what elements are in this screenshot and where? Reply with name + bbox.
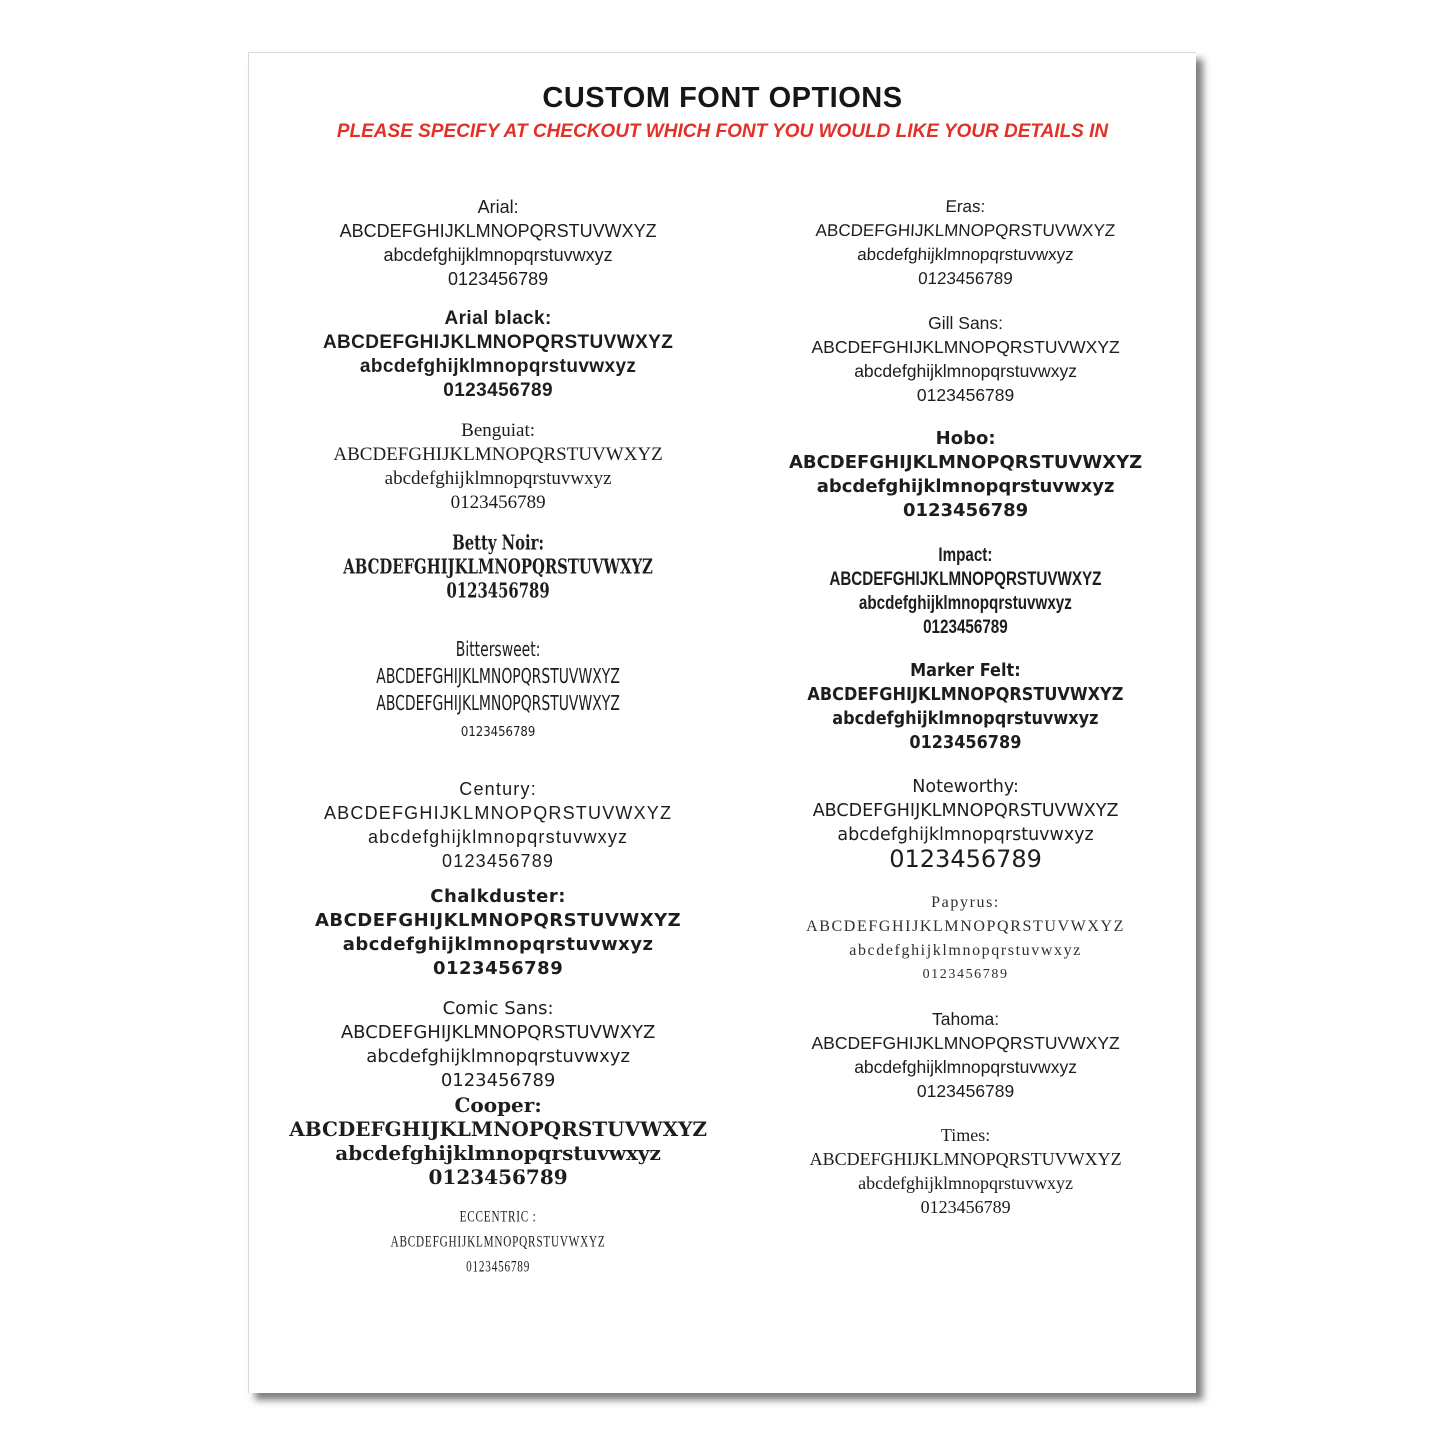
font-sample-arial-black [255,307,741,403]
font-sample-eccentric [255,1205,741,1280]
font-name-label: Arial black: [444,307,552,329]
font-sample-row: abcdefghijklmnopqrstuvwxyz [384,467,612,489]
font-sample-row: 0123456789 [432,957,564,979]
font-sample-row: abcdefghijklmnopqrstuvwxyz [849,941,1082,959]
page-title: CUSTOM FONT OPTIONS [542,82,903,114]
font-name-label: Cooper: [454,1092,542,1117]
font-sample-row: abcdefghijklmnopqrstuvwxyz [854,360,1077,381]
font-sample-noteworthy [741,775,1190,871]
font-sample-row: 0123456789 [442,850,555,871]
font-sample-times [741,1123,1190,1219]
font-name-label: Chalkduster: [430,885,566,907]
font-sample-papyrus [741,891,1190,987]
font-sample-row: abcdefghijklmnopqrstuvwxyz [342,933,654,955]
font-sample-benguiat [255,419,741,515]
font-sample-eras [741,195,1190,291]
font-sample-row: ABCDEFGHIJKLMNOPQRSTUVWXYZ [339,220,657,241]
font-name-label: ECCENTRIC : [459,1209,537,1226]
font-columns [249,195,1196,1296]
font-sample-row: ABCDEFGHIJKLMNOPQRSTUVWXYZ [811,1032,1120,1053]
font-sample-cooper [255,1093,741,1189]
font-name-label: Benguiat: [461,419,536,441]
font-sample-row: 0123456789 [448,268,549,289]
font-sample-row: abcdefghijklmnopqrstuvwxyz [837,824,1094,845]
font-sample-row: 0123456789 [440,1069,556,1091]
document-sheet [248,52,1196,1393]
font-sample-row: ABCDEFGHIJKLMNOPQRSTUVWXYZ [343,555,653,579]
font-name-label: Marker Felt: [910,660,1021,681]
font-name-label: Tahoma: [932,1008,1000,1029]
font-sample-row: ABCDEFGHIJKLMNOPQRSTUVWXYZ [806,917,1126,935]
font-sample-century [255,777,741,873]
font-sample-row: abcdefghijklmnopqrstuvwxyz [854,1056,1077,1077]
font-sample-row: abcdefghijklmnopqrstuvwxyz [359,355,637,377]
font-sample-row: 0123456789 [889,844,1042,873]
font-sample-betty-noir [255,531,741,603]
font-name-label: Times: [940,1124,991,1145]
font-name-label: Arial: [477,196,519,217]
font-sample-comic-sans [255,997,741,1093]
font-sample-row: 0123456789 [450,491,546,513]
font-sample-marker-felt [741,659,1190,755]
font-sample-row: 0123456789 [909,732,1022,753]
font-sample-row: abcdefghijklmnopqrstuvwxyz [856,244,1075,264]
font-sample-row: ABCDEFGHIJKLMNOPQRSTUVWXYZ [322,331,674,353]
font-sample-tahoma [741,1007,1190,1103]
font-sample-row: 0123456789 [922,966,1009,982]
font-sample-row: 0123456789 [916,384,1015,405]
font-name-label: Eras: [945,196,986,216]
font-sample-row: 0123456789 [460,724,536,741]
font-name-label: Noteworthy: [912,776,1019,797]
font-sample-row: ABCDEFGHIJKLMNOPQRSTUVWXYZ [807,684,1124,705]
font-sample-row: ABCDEFGHIJKLMNOPQRSTUVWXYZ [390,1234,606,1251]
checkout-instruction: PLEASE SPECIFY AT CHECKOUT WHICH FONT YOU WOULD LIKE YOUR DETAILS IN [336,120,1109,142]
font-sample-row: abcdefghijklmnopqrstuvwxyz [367,826,629,847]
font-sample-row: 0123456789 [902,499,1029,521]
font-sample-row: ABCDEFGHIJKLMNOPQRSTUVWXYZ [289,1116,707,1141]
font-sample-row: ABCDEFGHIJKLMNOPQRSTUVWXYZ [376,664,620,689]
font-sample-row: abcdefghijklmnopqrstuvwxyz [858,1172,1074,1193]
font-name-label: Papyrus: [931,893,1000,911]
font-sample-row: 0123456789 [917,268,1014,288]
font-sample-row: 0123456789 [443,379,553,401]
font-sample-gill-sans [741,311,1190,407]
font-sample-row: 0123456789 [916,1080,1015,1101]
font-column-left [255,195,741,1296]
font-sample-row: abcdefghijklmnopqrstuvwxyz [859,591,1073,614]
font-sample-row: ABCDEFGHIJKLMNOPQRSTUVWXYZ [829,567,1102,590]
font-sample-row: 0123456789 [446,579,550,603]
font-name-label: Impact: [938,543,993,566]
font-sample-row: ABCDEFGHIJKLMNOPQRSTUVWXYZ [323,802,673,823]
font-name-label: Gill Sans: [928,312,1004,333]
font-sample-row: ABCDEFGHIJKLMNOPQRSTUVWXYZ [333,443,663,465]
font-column-right [741,195,1190,1296]
font-sample-bittersweet [255,637,741,743]
font-sample-row: 0123456789 [466,1259,531,1276]
font-sample-row: abcdefghijklmnopqrstuvwxyz [335,1140,661,1165]
font-name-label: Betty Noir: [452,531,544,555]
font-sample-arial [255,195,741,291]
font-sample-row: ABCDEFGHIJKLMNOPQRSTUVWXYZ [812,800,1119,821]
font-name-label: Century: [459,778,537,799]
font-name-label: Hobo: [935,427,996,449]
font-sample-row: 0123456789 [923,615,1008,638]
font-sample-row: ABCDEFGHIJKLMNOPQRSTUVWXYZ [809,1148,1122,1169]
font-sample-row: ABCDEFGHIJKLMNOPQRSTUVWXYZ [788,451,1143,473]
font-sample-row: abcdefghijklmnopqrstuvwxyz [383,244,613,265]
font-sample-impact [741,543,1190,639]
font-name-label: Comic Sans: [442,997,554,1019]
font-sample-row: 0123456789 [920,1196,1011,1217]
font-name-label: Bittersweet: [455,637,541,662]
font-sample-hobo [741,427,1190,523]
font-sample-row: ABCDEFGHIJKLMNOPQRSTUVWXYZ [811,336,1120,357]
font-sample-row: ABCDEFGHIJKLMNOPQRSTUVWXYZ [376,691,620,716]
font-sample-row: ABCDEFGHIJKLMNOPQRSTUVWXYZ [815,220,1116,240]
font-sample-chalkduster [255,885,741,981]
font-sample-row: ABCDEFGHIJKLMNOPQRSTUVWXYZ [340,1021,656,1043]
font-sample-row: abcdefghijklmnopqrstuvwxyz [832,708,1099,729]
font-sample-row: abcdefghijklmnopqrstuvwxyz [816,475,1115,497]
font-sample-row: 0123456789 [428,1164,568,1189]
font-sample-row: ABCDEFGHIJKLMNOPQRSTUVWXYZ [314,909,682,931]
font-sample-row: abcdefghijklmnopqrstuvwxyz [366,1045,630,1067]
